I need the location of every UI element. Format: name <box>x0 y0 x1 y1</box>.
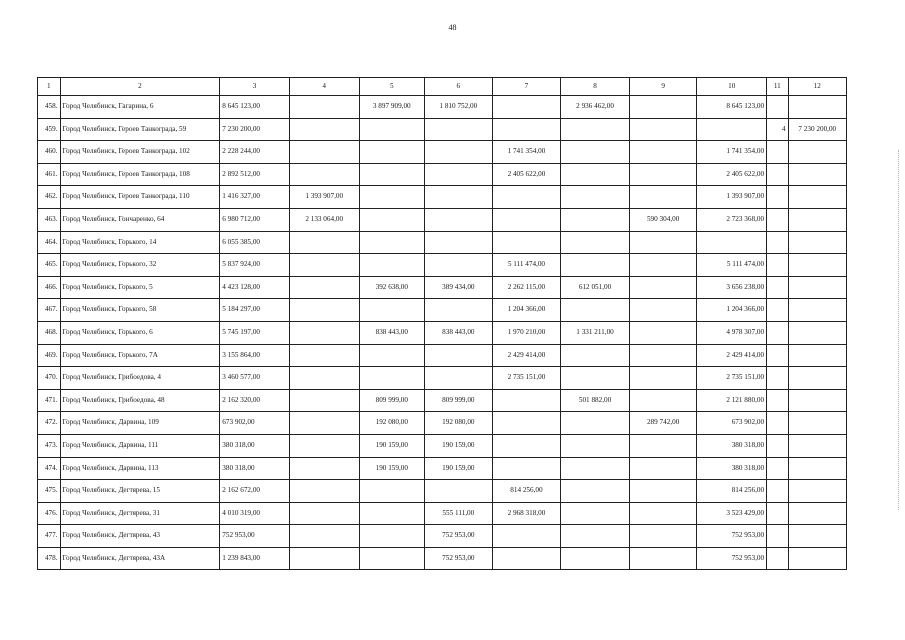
cell-col-5: 190 159,00 <box>359 434 425 457</box>
cell-col-7: 2 735 151,00 <box>492 367 561 390</box>
cell-col-7 <box>492 525 561 548</box>
row-number-cell: 465. <box>38 254 61 277</box>
table-row <box>38 457 847 480</box>
column-header: 7 <box>492 78 561 96</box>
table-row <box>38 547 847 570</box>
cell-col-4 <box>289 480 359 503</box>
cell-col-6 <box>425 186 493 209</box>
cell-col-3: 380 318,00 <box>220 434 290 457</box>
column-header: 11 <box>767 78 789 96</box>
row-number-cell: 478. <box>38 547 61 570</box>
row-number-cell: 476. <box>38 502 61 525</box>
address-cell: Город Челябинск, Дегтярева, 31 <box>60 502 220 525</box>
row-number-cell: 470. <box>38 367 61 390</box>
table-row <box>38 186 847 209</box>
cell-col-11 <box>767 141 789 164</box>
row-number-cell: 474. <box>38 457 61 480</box>
cell-col-11 <box>767 254 789 277</box>
cell-col-6: 1 810 752,00 <box>425 96 493 119</box>
column-header: 10 <box>697 78 767 96</box>
cell-col-4 <box>289 457 359 480</box>
cell-col-7 <box>492 547 561 570</box>
cell-col-11 <box>767 163 789 186</box>
data-table <box>37 77 847 570</box>
cell-col-3: 3 460 577,00 <box>220 367 290 390</box>
cell-col-11 <box>767 525 789 548</box>
cell-col-4: 2 133 064,00 <box>289 208 359 231</box>
cell-col-12 <box>788 96 846 119</box>
cell-col-6 <box>425 208 493 231</box>
cell-col-8 <box>561 344 630 367</box>
column-header: 4 <box>289 78 359 96</box>
cell-col-5 <box>359 208 425 231</box>
cell-col-8 <box>561 547 630 570</box>
address-cell: Город Челябинск, Героев Танкограда, 59 <box>60 118 220 141</box>
address-cell: Город Челябинск, Героев Танкограда, 108 <box>60 163 220 186</box>
cell-col-5 <box>359 480 425 503</box>
table-row <box>38 118 847 141</box>
cell-col-12 <box>788 276 846 299</box>
cell-col-10: 380 318,00 <box>697 434 767 457</box>
cell-col-8 <box>561 208 630 231</box>
table-row <box>38 389 847 412</box>
cell-col-11: 4 <box>767 118 789 141</box>
cell-col-11 <box>767 412 789 435</box>
address-cell: Город Челябинск, Грибоедова, 48 <box>60 389 220 412</box>
cell-col-10: 3 523 429,00 <box>697 502 767 525</box>
cell-col-4 <box>289 299 359 322</box>
cell-col-12 <box>788 344 846 367</box>
table-row <box>38 231 847 254</box>
table-row <box>38 321 847 344</box>
cell-col-5 <box>359 186 425 209</box>
cell-col-8 <box>561 502 630 525</box>
cell-col-10: 2 723 368,00 <box>697 208 767 231</box>
cell-col-12 <box>788 389 846 412</box>
cell-col-5: 809 999,00 <box>359 389 425 412</box>
cell-col-5: 192 080,00 <box>359 412 425 435</box>
address-cell: Город Челябинск, Горького, 7А <box>60 344 220 367</box>
cell-col-5: 190 159,00 <box>359 457 425 480</box>
column-header: 3 <box>220 78 290 96</box>
cell-col-11 <box>767 96 789 119</box>
cell-col-9 <box>629 457 697 480</box>
address-cell: Город Челябинск, Героев Танкограда, 102 <box>60 141 220 164</box>
cell-col-10: 673 902,00 <box>697 412 767 435</box>
cell-col-12 <box>788 208 846 231</box>
cell-col-9 <box>629 389 697 412</box>
cell-col-8 <box>561 480 630 503</box>
address-cell: Город Челябинск, Горького, 6 <box>60 321 220 344</box>
cell-col-5 <box>359 547 425 570</box>
address-cell: Город Челябинск, Дарвина, 113 <box>60 457 220 480</box>
cell-col-3: 752 953,00 <box>220 525 290 548</box>
cell-col-6 <box>425 367 493 390</box>
row-number-cell: 471. <box>38 389 61 412</box>
cell-col-9 <box>629 163 697 186</box>
cell-col-7 <box>492 186 561 209</box>
cell-col-10: 1 204 366,00 <box>697 299 767 322</box>
cell-col-7: 1 741 354,00 <box>492 141 561 164</box>
row-number-cell: 458. <box>38 96 61 119</box>
cell-col-5: 392 638,00 <box>359 276 425 299</box>
row-number-cell: 466. <box>38 276 61 299</box>
cell-col-11 <box>767 299 789 322</box>
cell-col-10: 814 256,00 <box>697 480 767 503</box>
cell-col-9 <box>629 367 697 390</box>
address-cell: Город Челябинск, Дегтярева, 15 <box>60 480 220 503</box>
cell-col-9 <box>629 434 697 457</box>
address-cell: Город Челябинск, Горького, 58 <box>60 299 220 322</box>
cell-col-8 <box>561 525 630 548</box>
row-number-cell: 461. <box>38 163 61 186</box>
column-header: 6 <box>425 78 493 96</box>
cell-col-9 <box>629 502 697 525</box>
cell-col-8 <box>561 457 630 480</box>
cell-col-10: 1 741 354,00 <box>697 141 767 164</box>
cell-col-6: 809 999,00 <box>425 389 493 412</box>
cell-col-8: 1 331 211,00 <box>561 321 630 344</box>
cell-col-5: 3 897 909,00 <box>359 96 425 119</box>
scan-artifact-margin <box>892 150 899 510</box>
cell-col-5 <box>359 231 425 254</box>
cell-col-9 <box>629 547 697 570</box>
address-cell: Город Челябинск, Дегтярева, 43 <box>60 525 220 548</box>
cell-col-9 <box>629 299 697 322</box>
cell-col-6 <box>425 141 493 164</box>
column-header: 2 <box>60 78 220 96</box>
address-cell: Город Челябинск, Гончаренко, 64 <box>60 208 220 231</box>
cell-col-7 <box>492 118 561 141</box>
row-number-cell: 467. <box>38 299 61 322</box>
cell-col-5 <box>359 367 425 390</box>
cell-col-9 <box>629 480 697 503</box>
table-row <box>38 208 847 231</box>
address-cell: Город Челябинск, Грибоедова, 4 <box>60 367 220 390</box>
cell-col-12 <box>788 141 846 164</box>
cell-col-10: 8 645 123,00 <box>697 96 767 119</box>
cell-col-9 <box>629 321 697 344</box>
cell-col-3: 8 645 123,00 <box>220 96 290 119</box>
cell-col-3: 673 902,00 <box>220 412 290 435</box>
cell-col-8 <box>561 118 630 141</box>
table-row <box>38 525 847 548</box>
cell-col-6 <box>425 163 493 186</box>
cell-col-5 <box>359 299 425 322</box>
cell-col-5 <box>359 254 425 277</box>
cell-col-8: 501 882,00 <box>561 389 630 412</box>
column-header: 8 <box>561 78 630 96</box>
cell-col-9 <box>629 276 697 299</box>
cell-col-5 <box>359 141 425 164</box>
row-number-cell: 459. <box>38 118 61 141</box>
address-cell: Город Челябинск, Дегтярева, 43А <box>60 547 220 570</box>
cell-col-3: 1 239 843,00 <box>220 547 290 570</box>
table-row <box>38 276 847 299</box>
cell-col-11 <box>767 321 789 344</box>
cell-col-8 <box>561 141 630 164</box>
cell-col-11 <box>767 434 789 457</box>
cell-col-10: 3 656 238,00 <box>697 276 767 299</box>
cell-col-3: 2 228 244,00 <box>220 141 290 164</box>
cell-col-3: 380 318,00 <box>220 457 290 480</box>
cell-col-12 <box>788 502 846 525</box>
row-number-cell: 460. <box>38 141 61 164</box>
cell-col-9 <box>629 254 697 277</box>
cell-col-12 <box>788 367 846 390</box>
cell-col-8: 2 936 462,00 <box>561 96 630 119</box>
cell-col-12 <box>788 480 846 503</box>
cell-col-3: 6 980 712,00 <box>220 208 290 231</box>
cell-col-9 <box>629 186 697 209</box>
cell-col-3: 7 230 200,00 <box>220 118 290 141</box>
cell-col-4 <box>289 434 359 457</box>
table-header-row <box>38 78 847 96</box>
column-header: 9 <box>629 78 697 96</box>
cell-col-11 <box>767 231 789 254</box>
column-header: 1 <box>38 78 61 96</box>
table-row <box>38 299 847 322</box>
cell-col-5 <box>359 163 425 186</box>
cell-col-12 <box>788 412 846 435</box>
cell-col-11 <box>767 389 789 412</box>
cell-col-3: 2 892 512,00 <box>220 163 290 186</box>
cell-col-7 <box>492 412 561 435</box>
cell-col-6: 752 953,00 <box>425 525 493 548</box>
cell-col-7: 1 204 366,00 <box>492 299 561 322</box>
cell-col-11 <box>767 457 789 480</box>
cell-col-6: 752 953,00 <box>425 547 493 570</box>
row-number-cell: 472. <box>38 412 61 435</box>
table-row <box>38 141 847 164</box>
cell-col-5 <box>359 118 425 141</box>
cell-col-4 <box>289 344 359 367</box>
table-row <box>38 480 847 503</box>
cell-col-12 <box>788 547 846 570</box>
cell-col-3: 6 055 385,00 <box>220 231 290 254</box>
row-number-cell: 475. <box>38 480 61 503</box>
cell-col-8 <box>561 254 630 277</box>
cell-col-7 <box>492 231 561 254</box>
table-row <box>38 96 847 119</box>
cell-col-3: 2 162 672,00 <box>220 480 290 503</box>
cell-col-3: 5 184 297,00 <box>220 299 290 322</box>
cell-col-9 <box>629 141 697 164</box>
cell-col-3: 2 162 320,00 <box>220 389 290 412</box>
cell-col-4 <box>289 118 359 141</box>
cell-col-4 <box>289 367 359 390</box>
cell-col-9 <box>629 525 697 548</box>
cell-col-4 <box>289 502 359 525</box>
cell-col-10: 380 318,00 <box>697 457 767 480</box>
cell-col-7: 2 405 622,00 <box>492 163 561 186</box>
cell-col-8: 612 051,00 <box>561 276 630 299</box>
cell-col-10: 2 121 880,00 <box>697 389 767 412</box>
cell-col-4 <box>289 389 359 412</box>
cell-col-8 <box>561 163 630 186</box>
cell-col-5: 838 443,00 <box>359 321 425 344</box>
row-number-cell: 468. <box>38 321 61 344</box>
cell-col-9 <box>629 344 697 367</box>
cell-col-5 <box>359 344 425 367</box>
cell-col-4 <box>289 254 359 277</box>
cell-col-11 <box>767 547 789 570</box>
table-row <box>38 367 847 390</box>
cell-col-3: 5 837 924,00 <box>220 254 290 277</box>
cell-col-4 <box>289 231 359 254</box>
cell-col-7 <box>492 208 561 231</box>
cell-col-7 <box>492 457 561 480</box>
cell-col-7: 2 262 115,00 <box>492 276 561 299</box>
cell-col-12 <box>788 186 846 209</box>
cell-col-11 <box>767 367 789 390</box>
cell-col-5 <box>359 525 425 548</box>
row-number-cell: 463. <box>38 208 61 231</box>
cell-col-7: 2 429 414,00 <box>492 344 561 367</box>
cell-col-4 <box>289 141 359 164</box>
table-body <box>38 96 847 570</box>
cell-col-3: 4 010 319,00 <box>220 502 290 525</box>
column-header: 12 <box>788 78 846 96</box>
cell-col-3: 3 155 864,00 <box>220 344 290 367</box>
cell-col-7: 1 970 210,00 <box>492 321 561 344</box>
cell-col-6 <box>425 480 493 503</box>
cell-col-6: 838 443,00 <box>425 321 493 344</box>
table-row <box>38 254 847 277</box>
cell-col-8 <box>561 299 630 322</box>
cell-col-7: 5 111 474,00 <box>492 254 561 277</box>
cell-col-6: 190 159,00 <box>425 457 493 480</box>
cell-col-3: 1 416 327,00 <box>220 186 290 209</box>
cell-col-6: 389 434,00 <box>425 276 493 299</box>
cell-col-12: 7 230 200,00 <box>788 118 846 141</box>
address-cell: Город Челябинск, Героев Танкограда, 110 <box>60 186 220 209</box>
cell-col-9 <box>629 118 697 141</box>
row-number-cell: 477. <box>38 525 61 548</box>
cell-col-12 <box>788 254 846 277</box>
cell-col-10: 752 953,00 <box>697 525 767 548</box>
cell-col-10 <box>697 231 767 254</box>
cell-col-4 <box>289 96 359 119</box>
cell-col-4 <box>289 276 359 299</box>
cell-col-4 <box>289 412 359 435</box>
cell-col-6: 190 159,00 <box>425 434 493 457</box>
cell-col-6 <box>425 344 493 367</box>
table-row <box>38 163 847 186</box>
cell-col-6 <box>425 254 493 277</box>
cell-col-6: 192 080,00 <box>425 412 493 435</box>
cell-col-10: 5 111 474,00 <box>697 254 767 277</box>
column-header: 5 <box>359 78 425 96</box>
cell-col-9 <box>629 231 697 254</box>
cell-col-9 <box>629 96 697 119</box>
cell-col-12 <box>788 163 846 186</box>
cell-col-11 <box>767 186 789 209</box>
row-number-cell: 464. <box>38 231 61 254</box>
cell-col-11 <box>767 276 789 299</box>
cell-col-12 <box>788 525 846 548</box>
cell-col-4 <box>289 525 359 548</box>
cell-col-10: 2 735 151,00 <box>697 367 767 390</box>
cell-col-10: 2 405 622,00 <box>697 163 767 186</box>
cell-col-7: 814 256,00 <box>492 480 561 503</box>
cell-col-10: 2 429 414,00 <box>697 344 767 367</box>
cell-col-12 <box>788 321 846 344</box>
table-row <box>38 344 847 367</box>
cell-col-6 <box>425 231 493 254</box>
cell-col-8 <box>561 412 630 435</box>
cell-col-9: 289 742,00 <box>629 412 697 435</box>
cell-col-12 <box>788 299 846 322</box>
table-row <box>38 434 847 457</box>
cell-col-9: 590 304,00 <box>629 208 697 231</box>
row-number-cell: 473. <box>38 434 61 457</box>
cell-col-6: 555 111,00 <box>425 502 493 525</box>
cell-col-4 <box>289 321 359 344</box>
cell-col-3: 5 745 197,00 <box>220 321 290 344</box>
cell-col-11 <box>767 502 789 525</box>
cell-col-4: 1 393 907,00 <box>289 186 359 209</box>
cell-col-11 <box>767 344 789 367</box>
cell-col-7 <box>492 389 561 412</box>
table-row <box>38 412 847 435</box>
cell-col-4 <box>289 163 359 186</box>
cell-col-12 <box>788 434 846 457</box>
cell-col-10: 1 393 907,00 <box>697 186 767 209</box>
cell-col-11 <box>767 208 789 231</box>
cell-col-12 <box>788 231 846 254</box>
cell-col-4 <box>289 547 359 570</box>
cell-col-12 <box>788 457 846 480</box>
table-row <box>38 502 847 525</box>
cell-col-6 <box>425 118 493 141</box>
row-number-cell: 469. <box>38 344 61 367</box>
cell-col-10: 752 953,00 <box>697 547 767 570</box>
cell-col-10 <box>697 118 767 141</box>
cell-col-8 <box>561 231 630 254</box>
address-cell: Город Челябинск, Дарвина, 111 <box>60 434 220 457</box>
row-number-cell: 462. <box>38 186 61 209</box>
address-cell: Город Челябинск, Горького, 5 <box>60 276 220 299</box>
page-number: 48 <box>448 23 457 32</box>
address-cell: Город Челябинск, Гагарина, 6 <box>60 96 220 119</box>
cell-col-8 <box>561 186 630 209</box>
cell-col-6 <box>425 299 493 322</box>
cell-col-7 <box>492 434 561 457</box>
cell-col-3: 4 423 128,00 <box>220 276 290 299</box>
cell-col-7 <box>492 96 561 119</box>
cell-col-8 <box>561 367 630 390</box>
address-cell: Город Челябинск, Горького, 32 <box>60 254 220 277</box>
cell-col-5 <box>359 502 425 525</box>
address-cell: Город Челябинск, Дарвина, 109 <box>60 412 220 435</box>
cell-col-11 <box>767 480 789 503</box>
address-cell: Город Челябинск, Горького, 14 <box>60 231 220 254</box>
cell-col-10: 4 978 307,00 <box>697 321 767 344</box>
cell-col-8 <box>561 434 630 457</box>
cell-col-7: 2 968 318,00 <box>492 502 561 525</box>
